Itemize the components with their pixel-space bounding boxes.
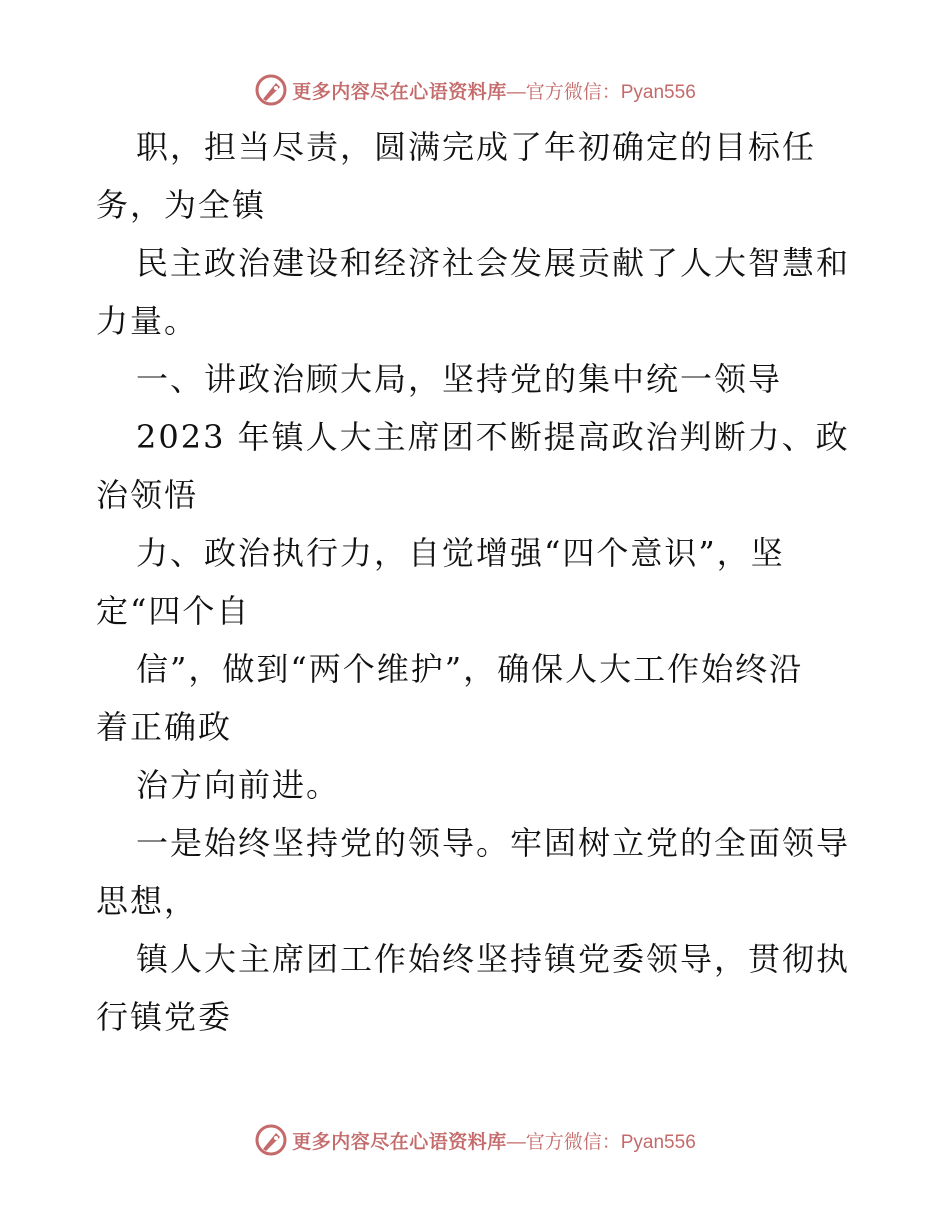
document-body xyxy=(96,118,856,1046)
body-line: 职，担当尽责，圆满完成了年初确定的目标任 xyxy=(136,128,817,166)
body-line: 务，为全镇 xyxy=(96,186,267,224)
body-line: 思想， xyxy=(96,882,199,920)
body-line: 一是始终坚持党的领导。牢固树立党的全面领导 xyxy=(136,824,851,862)
header-watermark-banner xyxy=(0,70,950,110)
pen-nib-logo-icon xyxy=(254,1123,288,1157)
footer-brand-text: 更多内容尽在心语资料库 xyxy=(292,1130,507,1153)
footer-watermark-banner xyxy=(0,1120,950,1160)
body-line: 信”，做到“两个维护”，确保人大工作始终沿 xyxy=(136,650,804,688)
body-line: 力、政治执行力，自觉增强“四个意识”，坚 xyxy=(136,534,785,572)
body-line: 定“四个自 xyxy=(96,592,251,630)
header-brand-text: 更多内容尽在心语资料库 xyxy=(292,80,507,103)
body-line: 力量。 xyxy=(96,302,199,340)
body-line: 治方向前进。 xyxy=(136,766,341,804)
body-line: 行镇党委 xyxy=(96,998,233,1036)
body-line: 着正确政 xyxy=(96,708,233,746)
section-heading: 一、讲政治顾大局，坚持党的集中统一领导 xyxy=(136,360,783,398)
body-line: 民主政治建设和经济社会发展贡献了人大智慧和 xyxy=(136,244,851,282)
footer-account-text: —官方微信：Pyan556 xyxy=(506,1131,696,1153)
body-line: 镇人大主席团工作始终坚持镇党委领导，贯彻执 xyxy=(136,940,851,978)
body-line: 2023 年镇人大主席团不断提高政治判断力、政 xyxy=(136,418,850,456)
header-account-text: —官方微信：Pyan556 xyxy=(506,81,696,103)
body-line: 治领悟 xyxy=(96,476,199,514)
pen-nib-logo-icon xyxy=(254,73,288,107)
